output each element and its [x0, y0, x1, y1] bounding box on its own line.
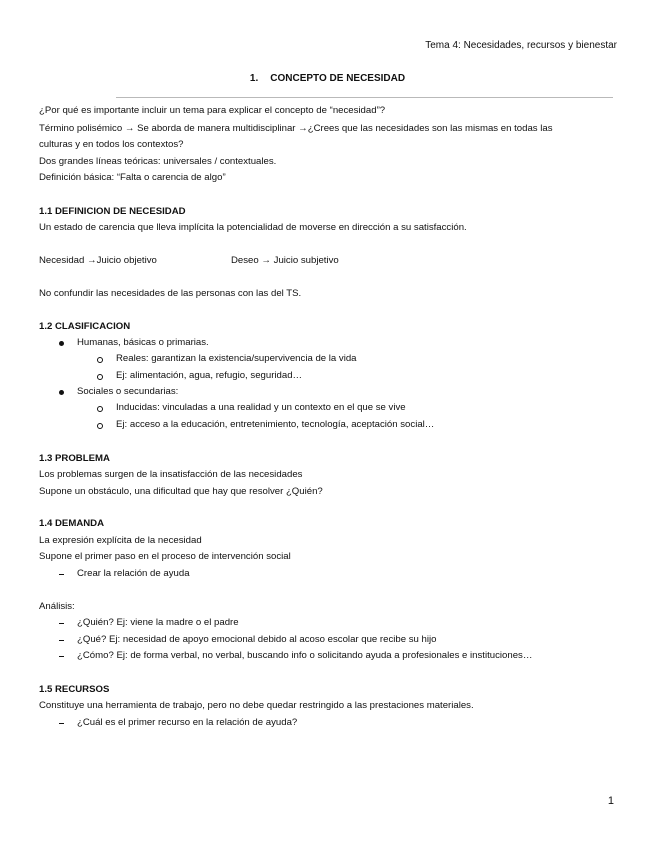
heading-definicion: 1.1 DEFINICION DE NECESIDAD — [39, 206, 186, 217]
title-divider — [116, 97, 613, 98]
page-number: 1 — [607, 795, 614, 807]
bullet-dash — [59, 574, 64, 575]
section-number: 1. — [249, 73, 259, 84]
intro-lines: Dos grandes líneas teóricas: universales / contextuales. — [39, 156, 277, 167]
heading-demanda: 1.4 DEMANDA — [39, 518, 105, 529]
intro-polysemic-1: Término polisémico → Se aborda de manera multidisciplinar →¿Crees que las necesidades son las mismas en todas las — [39, 123, 553, 134]
bullet-dot — [59, 341, 64, 346]
heading-problema: 1.3 PROBLEMA — [39, 453, 110, 464]
clasificacion-ej2: Ej: acceso a la educación, entretenimiento, tecnología, aceptación social… — [116, 419, 435, 430]
page-header: Tema 4: Necesidades, recursos y bienestar — [425, 40, 617, 51]
clasificacion-inducidas: Inducidas: vinculadas a una realidad y un contexto en el que se vive — [116, 402, 406, 413]
intro-basic: Definición básica: “Falta o carencia de algo” — [39, 172, 226, 183]
definicion-note: No confundir las necesidades de las personas con las del TS. — [39, 288, 302, 299]
bullet-dash — [59, 656, 64, 657]
bullet-circle — [97, 423, 103, 429]
analisis-que: ¿Qué? Ej: necesidad de apoyo emocional debido al acoso escolar que recibe su hijo — [77, 634, 437, 645]
demanda-line1: La expresión explícita de la necesidad — [39, 535, 202, 546]
demanda-line2: Supone el primer paso en el proceso de intervención social — [39, 551, 291, 562]
analisis-label: Análisis: — [39, 601, 75, 612]
intro-polysemic-2: culturas y en todos los contextos? — [39, 139, 184, 150]
intro-question: ¿Por qué es importante incluir un tema para explicar el concepto de “necesidad”? — [39, 105, 386, 116]
definicion-text: Un estado de carencia que lleva implícita la potencialidad de moverse en dirección a su satisfacción. — [39, 222, 467, 233]
problema-line1: Los problemas surgen de la insatisfacción de las necesidades — [39, 469, 303, 480]
bullet-dash — [59, 723, 64, 724]
bullet-dash — [59, 640, 64, 641]
bullet-circle — [97, 357, 103, 363]
recursos-line1: Constituye una herramienta de trabajo, pero no debe quedar restringido a las prestaciones materiales. — [39, 700, 474, 711]
bullet-circle — [97, 406, 103, 412]
problema-line2: Supone un obstáculo, una dificultad que hay que resolver ¿Quién? — [39, 486, 323, 497]
recursos-item: ¿Cuál es el primer recurso en la relación de ayuda? — [77, 717, 298, 728]
clasificacion-reales: Reales: garantizan la existencia/supervivencia de la vida — [116, 353, 357, 364]
heading-recursos: 1.5 RECURSOS — [39, 684, 110, 695]
clasificacion-sociales: Sociales o secundarias: — [77, 386, 179, 397]
heading-clasificacion: 1.2 CLASIFICACION — [39, 321, 131, 332]
section-title-text: CONCEPTO DE NECESIDAD — [270, 73, 406, 84]
bullet-dot — [59, 390, 64, 395]
clasificacion-ej1: Ej: alimentación, agua, refugio, seguridad… — [116, 370, 303, 381]
definicion-deseo: Deseo → Juicio subjetivo — [231, 255, 339, 266]
section-title — [0, 73, 655, 84]
clasificacion-humanas: Humanas, básicas o primarias. — [77, 337, 209, 348]
bullet-circle — [97, 374, 103, 380]
analisis-como: ¿Cómo? Ej: de forma verbal, no verbal, buscando info o solicitando ayuda a profesionales e instituciones… — [77, 650, 533, 661]
bullet-dash — [59, 623, 64, 624]
definicion-necesidad: Necesidad →Juicio objetivo — [39, 255, 157, 266]
analisis-quien: ¿Quién? Ej: viene la madre o el padre — [77, 617, 239, 628]
demanda-item: Crear la relación de ayuda — [77, 568, 190, 579]
